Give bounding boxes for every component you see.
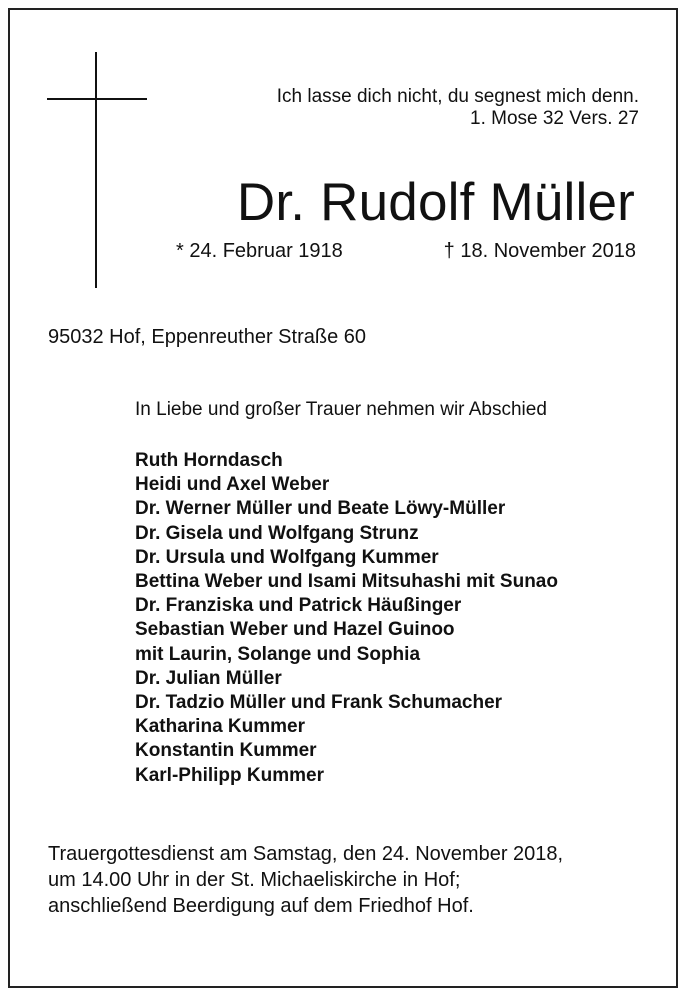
address: 95032 Hof, Eppenreuther Straße 60 [48,326,366,348]
mourner-entry: Ruth Horndasch [135,450,283,471]
deceased-name: Dr. Rudolf Müller [236,173,635,232]
mourner-entry: Dr. Tadzio Müller und Frank Schumacher [135,692,503,714]
mourner-entry: mit Laurin, Solange und Sophia [135,643,421,665]
mourner-entry: Dr. Franziska und Patrick Häußinger [135,595,462,617]
cross-vertical-bar [95,52,97,288]
mourner-entry: Dr. Ursula und Wolfgang Kummer [135,546,439,568]
life-dates [176,238,636,264]
mourner-entry: Dr. Werner Müller und Beate Löwy-Müller [135,498,506,520]
birth-date: * 24. Februar 1918 [176,240,343,262]
service-line: um 14.00 Uhr in der St. Michaeliskirche in Hof; [48,869,461,891]
death-date: † 18. November 2018 [443,240,636,262]
mourner-entry: Konstantin Kummer [135,740,317,762]
mourner-entry: Dr. Gisela und Wolfgang Strunz [135,522,419,544]
verse-text: Ich lasse dich nicht, du segnest mich denn. [276,86,639,107]
cross-horizontal-bar [47,98,147,100]
mourner-entry: Karl-Philipp Kummer [135,764,324,786]
mourner-entry: Heidi und Axel Weber [135,474,330,496]
service-line: anschließend Beerdigung auf dem Friedhof Hof. [48,895,474,917]
mourner-entry: Dr. Julian Müller [135,667,282,689]
mourner-entry: Bettina Weber und Isami Mitsuhashi mit Sunao [135,571,558,593]
mourner-entry: Sebastian Weber und Hazel Guinoo [135,619,455,641]
farewell-intro: In Liebe und großer Trauer nehmen wir Abschied [135,399,547,420]
bible-verse [277,86,639,130]
service-line: Trauergottesdienst am Samstag, den 24. November 2018, [48,843,564,865]
mourner-entry: Katharina Kummer [135,716,305,738]
mourners-list [135,449,558,788]
verse-reference: 1. Mose 32 Vers. 27 [470,108,639,129]
funeral-service-info [48,841,563,919]
